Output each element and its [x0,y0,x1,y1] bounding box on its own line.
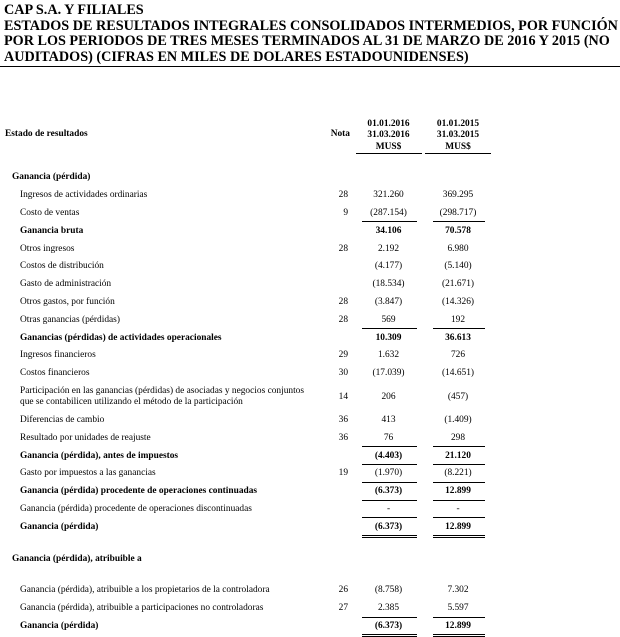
row-nota [315,518,353,536]
table-row [4,222,613,240]
row-label: Ganancia bruta [20,225,84,236]
row-value-2015: 12.899 [424,618,492,636]
row-label: Gasto de administración [20,279,112,290]
row-label: Ganancia (pérdida) procedente de operaciones continuadas [20,486,258,497]
row-nota [315,618,353,636]
row-label: Ganancia (pérdida), atribuible a los propietarios de la controladora [20,585,270,596]
row-value-2016: 569 [353,311,424,329]
row-nota: 19 [338,468,348,479]
report-title-line-2: ESTADOS DE RESULTADOS INTEGRALES CONSOLIDADOS INTERMEDIOS, POR FUNCIÓN [4,17,618,34]
row-label: Diferencias de cambio [20,414,105,425]
row-value-2016: 413 [381,414,396,425]
row-label: Ganancias (pérdidas) de actividades operacionales [20,332,222,343]
table-row [4,365,613,383]
header-2016-to: 31.03.2016 [367,130,410,140]
row-label: Ganancia (pérdida) procedente de operaciones discontinuadas [20,503,252,514]
table-row [4,618,613,636]
row-value-2016: (1.970) [353,465,424,483]
table-row [4,429,613,447]
row-value-2016: (4.177) [374,261,403,272]
row-value-2016: 2.385 [353,600,424,618]
table-row [4,205,613,223]
row-value-2016: (18.534) [372,279,405,290]
table-row [4,187,613,205]
table-row [4,501,613,519]
row-value-2015: 12.899 [424,483,492,501]
table-row [4,347,613,365]
row-value-2015: (457) [447,391,469,402]
row-value-2016: (6.373) [353,483,424,501]
row-value-2015: (8.221) [424,465,492,483]
row-label: Costo de ventas [20,207,80,218]
row-nota [315,329,353,347]
row-label: Ganancia (pérdida) [12,172,91,183]
row-label: Ganancia (pérdida), atribuible a participaciones no controladoras [20,603,264,614]
table-header-row [4,112,613,155]
report-title-line-4: AUDITADOS) (CIFRAS EN MILES DE DOLARES ESTADOUNIDENSES) [4,48,469,65]
row-value-2016: (6.373) [353,618,424,636]
row-nota: 28 [338,190,348,201]
row-value-2015: (298.717) [424,205,492,223]
row-value-2016: 2.192 [377,243,400,254]
table-row [4,258,613,276]
table-row [4,329,613,347]
row-value-2016: 1.632 [377,350,400,361]
row-nota: 26 [338,585,348,596]
row-value-2015: 7.302 [447,585,469,596]
row-value-2015: 369.295 [442,190,474,201]
title-divider [0,66,620,67]
row-label: Otros gastos, por función [20,296,115,307]
table-row [4,582,613,600]
table-row [4,311,613,329]
row-nota: 30 [338,368,348,379]
header-nota: Nota [330,128,350,139]
row-value-2015: 726 [450,350,466,361]
table-row [4,383,613,412]
row-nota: 28 [338,243,348,254]
row-value-2016: 10.309 [375,332,402,343]
row-nota: 28 [338,296,348,307]
row-value-2016: 76 [353,429,424,447]
row-label: Otras ganancias (pérdidas) [20,314,120,325]
row-value-2015: 70.578 [445,225,471,236]
row-value-2015: 12.899 [424,518,492,536]
row-value-2015: 21.120 [424,447,492,465]
row-nota [315,258,353,276]
header-2015-to: 31.03.2015 [436,130,480,140]
row-label: Ganancia (pérdida), atribuible a [12,553,142,564]
row-value-2015: (5.140) [444,261,472,272]
row-label: Resultado por unidades de reajuste [20,432,151,443]
row-value-2016: 206 [381,391,396,402]
row-nota [315,276,353,294]
row-value-2016: (17.039) [372,368,405,379]
header-period-2015 [424,112,492,155]
row-nota [315,501,353,519]
row-nota [315,483,353,501]
row-value-2015: 5.597 [424,600,492,618]
row-nota: 36 [338,414,348,425]
header-2015-unit: MUS$ [445,141,471,152]
row-label: Ganancia (pérdida), antes de impuestos [20,450,179,461]
row-label: Gasto por impuestos a las ganancias [20,468,156,479]
table-row [4,447,613,465]
row-value-2016: (3.847) [374,296,403,307]
report-title-line-3: POR LOS PERIODOS DE TRES MESES TERMINADOS AL 31 DE MARZO DE 2016 Y 2015 (NO [4,33,610,49]
report-title [4,3,616,65]
row-value-2016: (8.758) [374,585,403,596]
row-nota: 9 [343,207,348,218]
row-value-2015: 192 [424,311,492,329]
row-nota: 36 [338,432,348,443]
row-nota [315,222,353,240]
header-2016-from: 01.01.2016 [367,118,410,129]
table-row [4,465,613,483]
table-row [4,240,613,258]
row-label: Ganancia (pérdida) [20,620,99,631]
row-value-2015: (14.326) [441,296,475,307]
row-value-2016: (287.154) [353,205,424,223]
header-2016-unit: MUS$ [375,141,402,152]
row-nota: 28 [338,314,348,325]
header-label: Estado de resultados [5,128,88,139]
row-label: Ingresos financieros [20,350,96,361]
row-value-2015: 36.613 [445,332,471,343]
row-value-2015: (1.409) [444,414,472,425]
table-row [4,169,613,187]
table-row [4,483,613,501]
row-label: Participación en las ganancias (pérdidas) de asociadas y negocios conjuntos que se contabilicen utilizando el método de la participación [20,385,305,408]
row-label: Costos de distribución [20,261,104,272]
table-row [4,276,613,294]
table-row [4,294,613,312]
row-value-2015: - [424,501,492,519]
row-label: Ganancia (pérdida) [20,521,99,532]
row-value-2016: - [353,501,424,519]
header-period-2016 [353,112,424,155]
row-value-2015: 298 [424,429,492,447]
table-row [4,412,613,430]
row-label: Otros ingresos [20,243,75,254]
company-name: CAP S.A. Y FILIALES [4,2,144,18]
row-value-2016: (6.373) [353,518,424,536]
table-row [4,550,613,568]
row-label: Ingresos de actividades ordinarias [20,190,148,201]
header-2015-from: 01.01.2015 [436,118,480,129]
row-nota: 14 [338,391,348,402]
row-value-2016: (4.403) [353,447,424,465]
row-value-2016: 34.106 [375,225,402,236]
row-value-2015: 6.980 [447,243,469,254]
row-value-2016: 321.260 [373,190,404,201]
row-label: Costos financieros [20,368,90,379]
table-row [4,518,613,536]
row-nota: 29 [338,350,348,361]
row-nota: 27 [338,603,348,614]
row-nota [315,447,353,465]
row-value-2015: (14.651) [441,368,475,379]
income-statement-table [4,112,613,635]
row-value-2015: (21.671) [441,279,475,290]
